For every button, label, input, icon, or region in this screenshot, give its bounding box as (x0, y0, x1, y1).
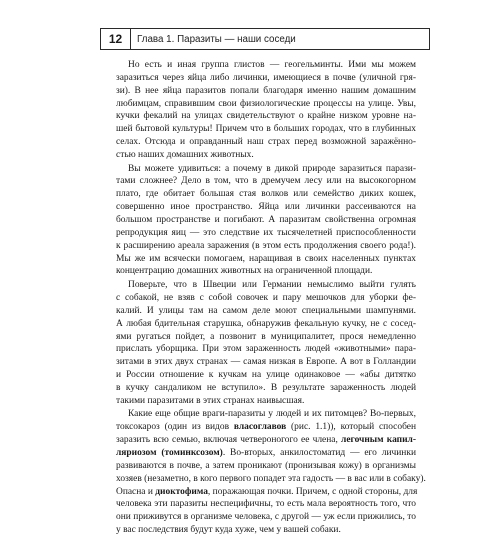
text-line: зи). В нее яйца паразитов попали благодаря именно нашим домашним (116, 85, 416, 96)
text-line: стью наших домашних животных. (116, 149, 254, 160)
text-line: Опасна и диоктофима, поражающая почки. Причем, с одной стороны, для (116, 486, 418, 497)
text-line: ями ругаться пойдет, а позвонит в муниципалитет, прося немедленно (116, 331, 416, 342)
text-line: хозяев (незаметно, в кого первого попадет эта гадость — в вас или в собаку). (116, 473, 426, 484)
text-line: кучки фекалий на улицах свидетельствуют о крайне низком уровне на- (116, 111, 416, 122)
text-line: развиваются в почве, а затем проникают (пронизывая кожу) в организмы (116, 460, 416, 471)
text-line: в кучку сандаликом не вступило». В результате зараженность людей (116, 382, 416, 393)
body-text (116, 59, 426, 537)
text-line: Поверьте, что в Швеции или Германии немыслимо выйти гулять (128, 280, 416, 291)
text-line: Но есть и иная группа глистов — геогельминты. Ими мы можем (128, 60, 416, 70)
text-line: Какие еще общие враги-паразиты у людей и их питомцев? Во-первых, (128, 409, 416, 420)
text-line: и России отношение к кучкам на улице одинаковое — «абы дитятко (116, 370, 416, 381)
text-line: Вы можете удивиться: а почему в дикой природе заразиться парази- (128, 163, 416, 174)
text-line: прислать уборщика. При этом зараженность людей «животными» пара- (116, 344, 416, 355)
text-line: с собакой, не взяв с собой совочек и пару мешочков для уборки фе- (116, 292, 416, 303)
text-line: селах. Отсюда и оправданный наш страх перед возможной заражённо- (116, 137, 416, 148)
text-line: калий. И улицы там на самом деле моют специальными шампунями. (116, 305, 416, 316)
text-line: плато, где обитает большая стая волков или семейство диких кошек, (116, 189, 416, 200)
text-line: любимцам, справившим свои физиологические процессы на улице. Увы, (116, 98, 416, 109)
text-line: репродукция яиц — это следствие их тысячелетней приспособленности (116, 227, 416, 238)
paragraph (116, 163, 416, 279)
text-line: заразить всю семью, включая четвероногого ее члена, легочным капил- (116, 435, 416, 446)
text-line: человека эти паразиты неспецифичны, то есть мала вероятность того, что (116, 499, 416, 510)
page-number: 12 (101, 29, 131, 49)
text-line: А любая бдительная старушка, обнаружив фекальную кучку, не с сосед- (116, 318, 416, 329)
paragraph (116, 408, 426, 536)
text-line: токсокароз (один из видов власоглавов (рис. 1.1)), который способен (116, 422, 416, 433)
text-line: совершенно иное пространство. Яйца или личинки рассеиваются на (116, 202, 416, 213)
paragraph (116, 59, 416, 162)
text-line: к расширению ареала заражения (в этом есть продолжения своего рода!). (116, 240, 416, 251)
text-line: у вас последствия будут куда хуже, чем у вашей собаки. (116, 525, 341, 536)
running-header (100, 28, 430, 50)
text-line: заразиться через яйца либо личинки, имеющиеся в почве (уличной гря- (116, 72, 416, 83)
text-line: Мы же им всячески помогаем, наращивая в своих населенных пунктах (116, 253, 416, 264)
chapter-title: Глава 1. Паразиты — наши соседи (137, 33, 296, 45)
text-line: ляриозом (томинксозом). Во-вторых, анкилостоматид — его личинки (116, 447, 416, 458)
text-line: тами сложнее? Дело в том, что в дремучем лесу или на высокогорном (116, 176, 416, 187)
text-line: большом пространстве и погибают. А паразитам свойственна огромная (116, 215, 416, 226)
text-line: зитами в этих двух странах — самая низкая в Европе. А вот в Голландии (116, 357, 416, 368)
paragraph (116, 279, 416, 407)
text-line: они приживутся в организме человека, с другой — уж если прижились, то (116, 512, 416, 523)
text-line: такими паразитами в этих странах наивысшая. (116, 395, 305, 406)
text-line: шей бытовой культуры! Причем что в больших городах, что в глубинных (116, 124, 416, 135)
text-line: концентрацию домашних животных на ограниченной площади. (116, 266, 373, 277)
